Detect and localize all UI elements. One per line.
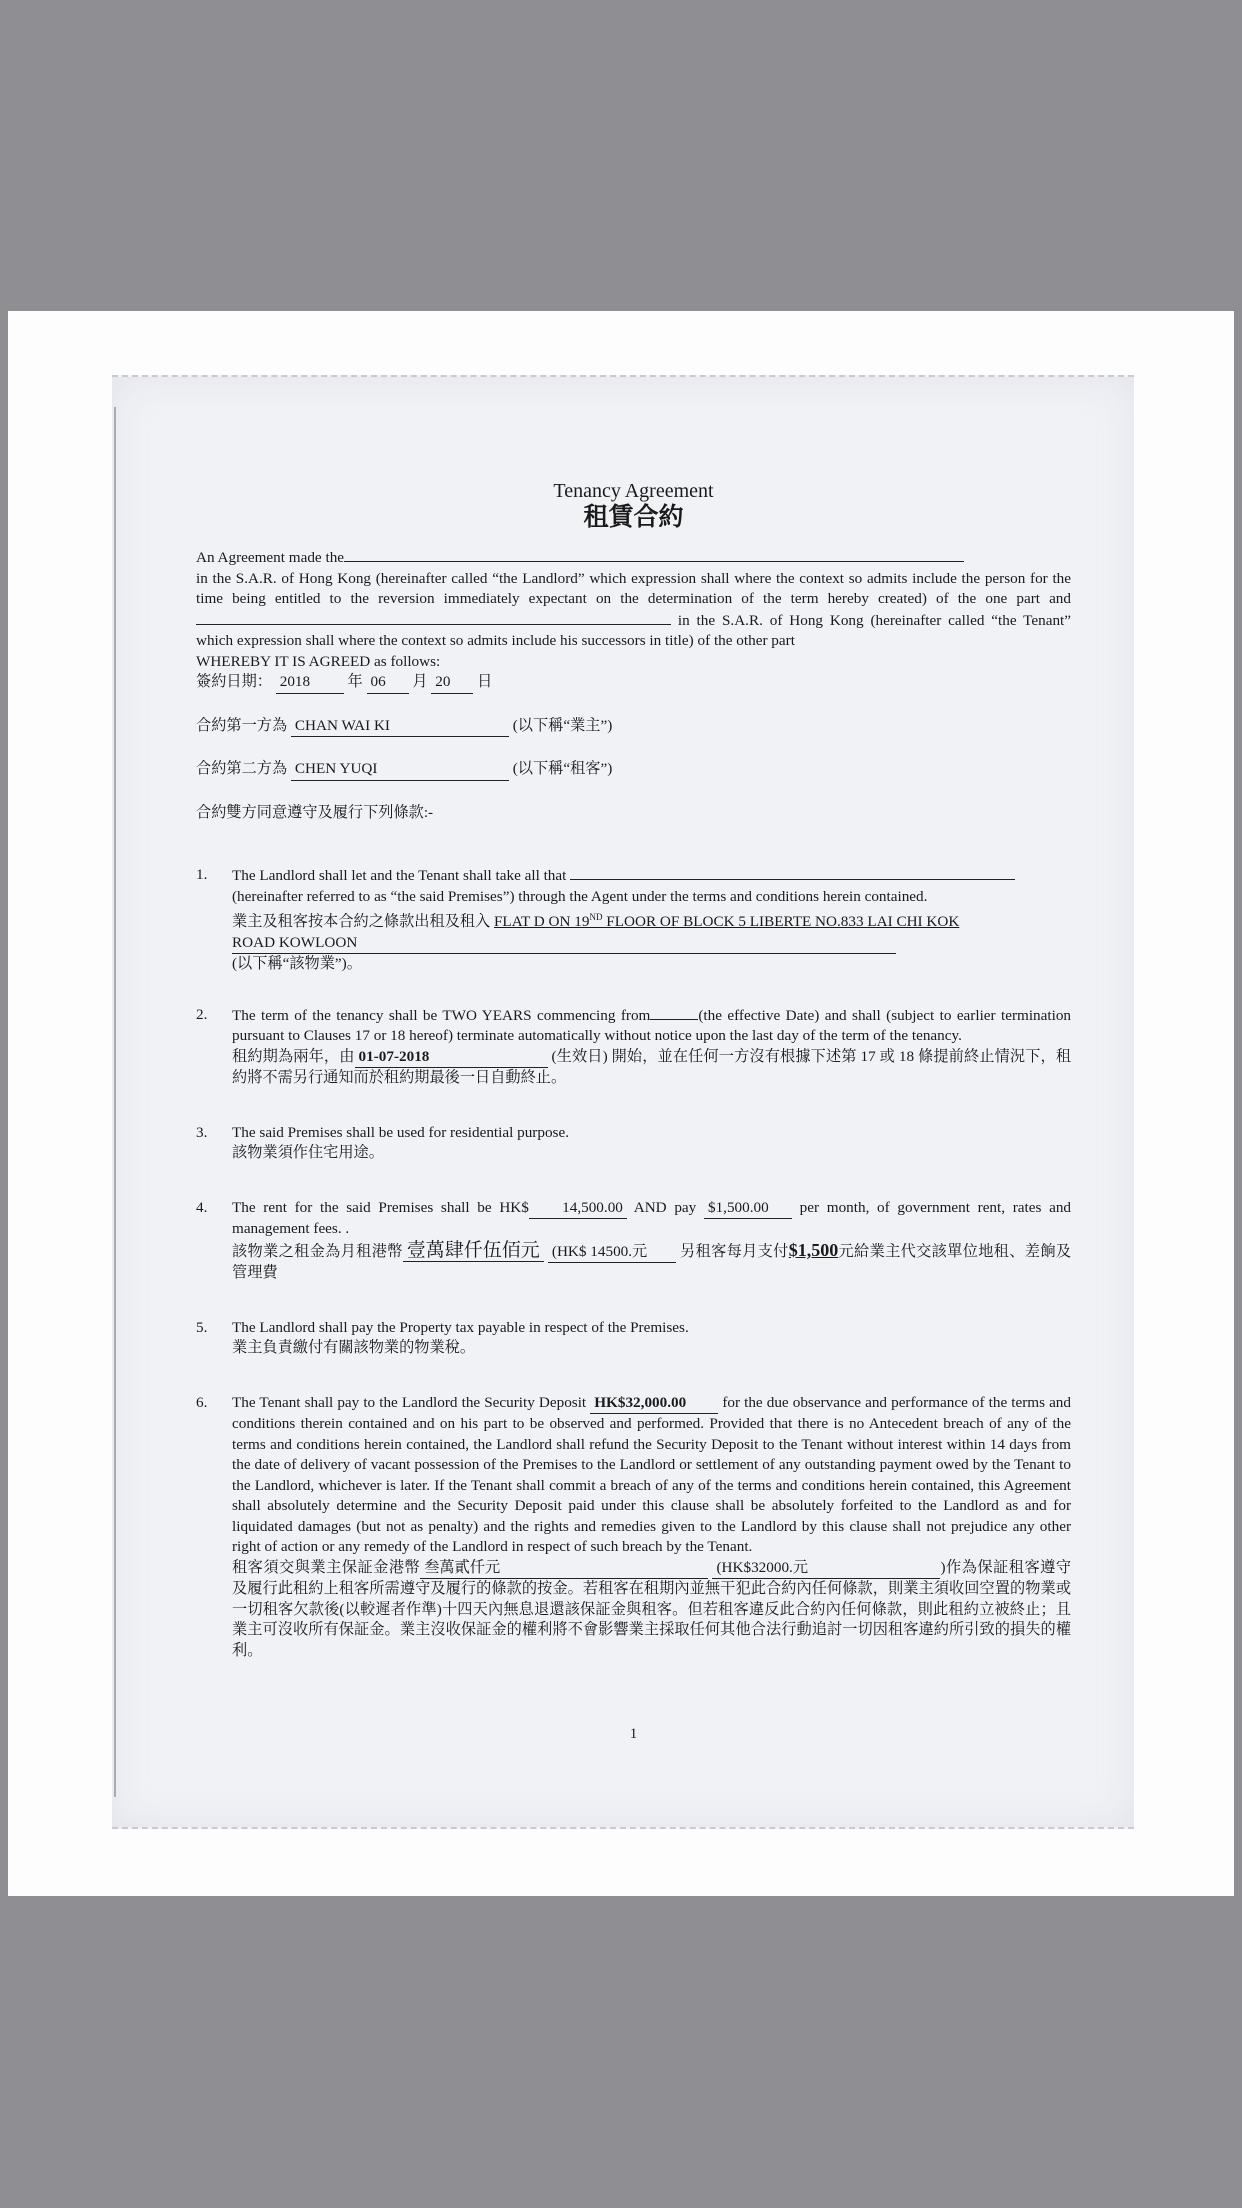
agree-text: 合約雙方同意遵守及履行下列條款:- [196,803,434,821]
date-blank [344,547,964,562]
rent-zh: 壹萬肆仟伍佰元 [403,1241,544,1263]
sign-year: 2018 [276,672,344,694]
clause-1: 1. The Landlord shall let and the Tenant shall take all that (hereinafter referred to as “the said Premises”) through the Agent under the terms and conditions herein contained. 業主及租客按本合約之條款出租及租入 FLAT D ON 19ND FLOOR OF BLOCK 5 LIBERTE NO.833 LAI CHI KOK ROAD KOWLOON (以下稱“該物業”)。 [196,865,1071,975]
tenant-blank [196,610,671,625]
sign-day: 20 [431,672,473,694]
party-two: 合約第二方為 CHEN YUQI (以下稱“租客”) [196,759,1071,781]
page-number: 1 [629,1726,638,1742]
deposit-zh: 叁萬貳仟元 [420,1558,708,1580]
title-en: Tenancy Agreement [553,480,714,502]
party-one: 合約第一方為 CHAN WAI KI (以下稱“業主”) [196,716,1071,738]
sign-date: 簽約日期： 2018 年 06 月 20 日 [196,672,1071,694]
extra-fee: $1,500.00 [704,1198,792,1220]
premises-address: FLAT D ON 19ND FLOOR OF BLOCK 5 LIBERTE NO.833 LAI CHI KOK [493,912,960,931]
rent-amount: 14,500.00 [529,1198,627,1220]
intro-paragraph: An Agreement made the in the S.A.R. of Hong Kong (hereinafter called “the Landlord” which expression shall where the context so admits include the person for the time being entitled to the reversion immediately expectant on the determination of the term hereby created) of the one part and in the S.A.R. of Hong Kong (hereinafter called “the Tenant” which expression shall where the context so admits include his successors in title) of the other part WHEREBY IT IS AGREED as follows: [196,549,1071,670]
landlord-name: CHAN WAI KI [291,716,509,738]
scanned-page [112,375,1134,1829]
clause-5: 5. The Landlord shall pay the Property tax payable in respect of the Premises. 業主負責繳付有關該物業的物業稅。 [196,1318,689,1357]
agreement-body [196,479,1072,1742]
extra-fee-zh: $1,500 [788,1239,839,1260]
title-zh: 租賃合約 [583,504,684,531]
document-page [8,311,1234,1896]
clause-4: 4. The rent for the said Premises shall be HK$ 14,500.00 AND pay $1,500.00 per month, of government rent, rates and management fees. . 該物業之租金為月租港幣 壹萬肆仟伍佰元 (HK$ 14500.元 另租客每月支付$1,500元給業主代交該單位地租、差餉及管理費 [196,1198,1072,1282]
deposit-hk: (HK$32000.元 [712,1558,940,1580]
clause-2: 2. The term of the tenancy shall be TWO YEARS commencing from (the effective Date) and shall (subject to earlier termination pursuant to Clauses 17 or 18 hereof) terminate automatically without notice upon the last day of the term of the tenancy. 租約期為兩年，由 01-07-2018 (生效日) 開始，並在任何一方沒有根據下述第 17 或 18 條提前終止情況下，租約將不需另行通知而於租約期最後一日自動終止。 [196,1005,1072,1087]
rent-hk: (HK$ 14500.元 [548,1242,676,1264]
scan-edge-line [114,407,116,1797]
tenant-name: CHEN YUQI [291,759,509,781]
clause-6: 6. The Tenant shall pay to the Landlord the Security Deposit HK$32,000.00 for the due observance and performance of the terms and conditions therein contained and on his part to be observed and performed. Provided that there is no Antecedent breach of any of the terms and conditions herein contained, the Landlord shall refund the Security Deposit to the Tenant without interest within 14 days from the date of delivery of vacant possession of the Premises to the Landlord or settlement of any outstanding payment owed by the Tenant to the Landlord, whichever is later. If the Tenant shall commit a breach of any of the terms and conditions herein contained, this Agreement shall absolutely determine and the Security Deposit paid under this clause shall be absolutely forfeited to the Landlord as and for liquidated damages (but not as penalty) and the rights and remedies given to the Landlord by this clause shall not prejudice any other right of action or any remedy of the Landlord in respect of such breach by the Tenant. 租客須交與業主保証金港幣 叁萬貳仟元 (HK$32000.元 )作為保証租客遵守及履行此租約上租客所需遵守及履行的條款的按金。若租客在租期內並無干犯此合約內任何條款，則業主須收回空置的物業或一切租客欠款後(以較遲者作準)十四天內無息退還該保証金與租客。但若租客違反此合約內任何條款，則此租約立被終止；且業主可沒收所有保証金。業主沒收保証金的權利將不會影響業主採取任何其他合法行動追討一切因租客違約所引致的損失的權利。 [196,1393,1072,1659]
sign-month: 06 [367,672,409,694]
clause-3: 3. The said Premises shall be used for residential purpose. 該物業須作住宅用途。 [196,1123,569,1162]
security-deposit: HK$32,000.00 [590,1393,718,1415]
start-date: 01-07-2018 [355,1047,548,1069]
